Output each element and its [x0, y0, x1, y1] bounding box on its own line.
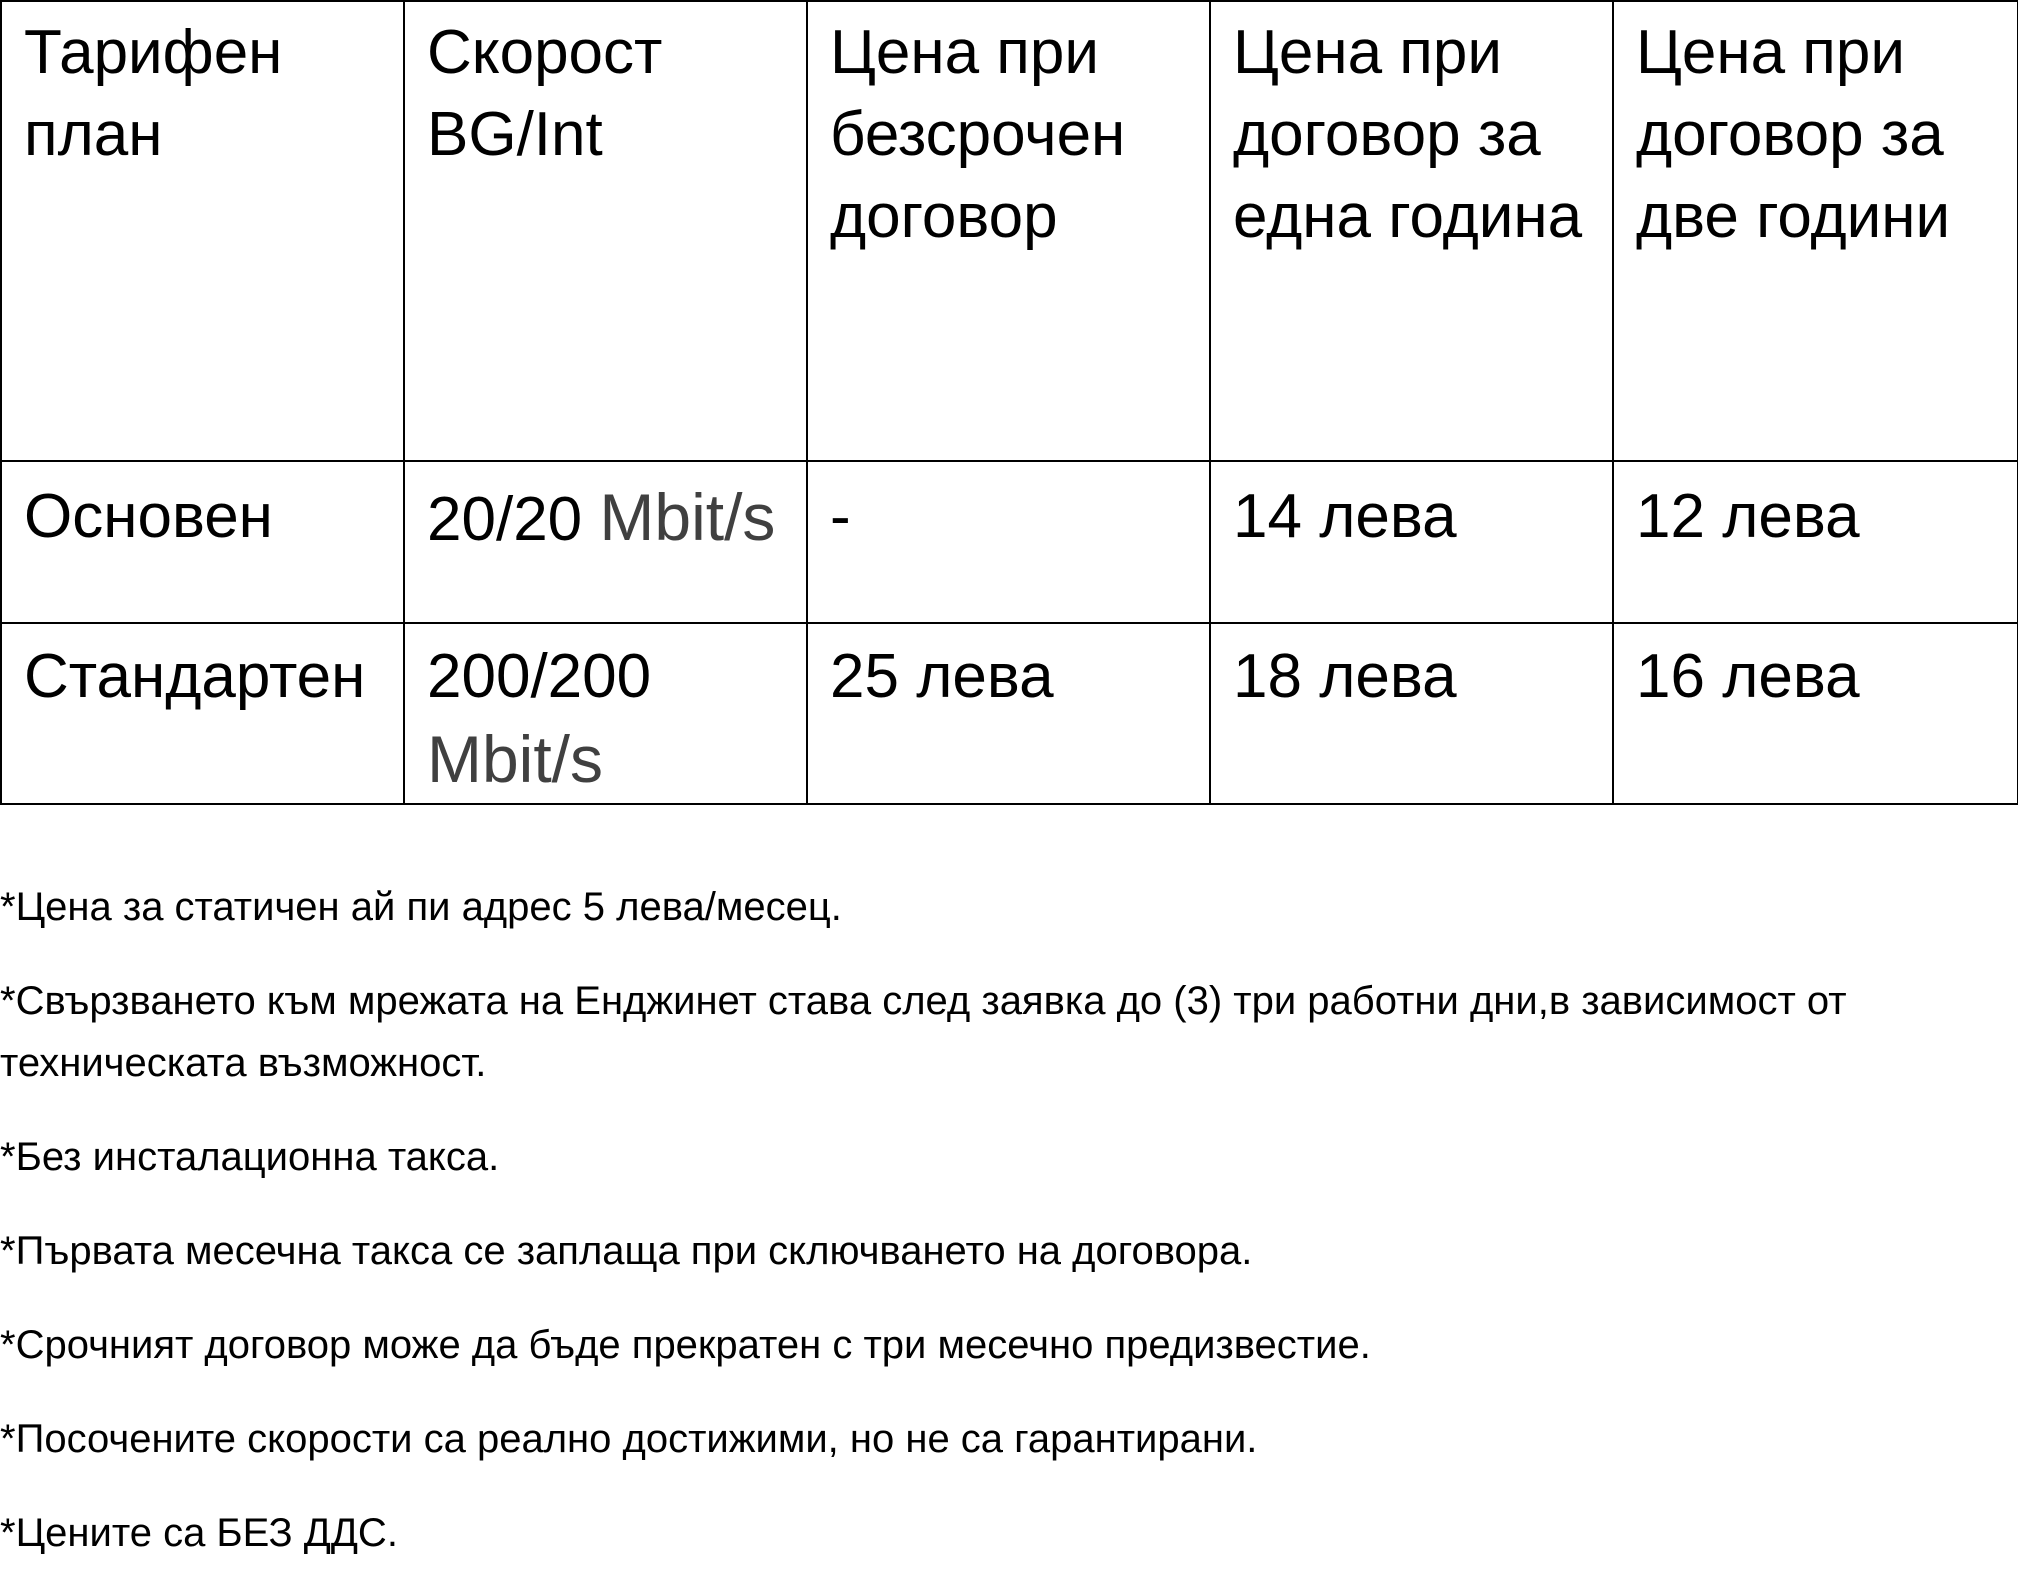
header-speed: Скорост BG/Int [404, 1, 807, 461]
price-one-year: 14 лева [1210, 461, 1613, 623]
table-header-row [1, 1, 2018, 461]
speed-unit: Mbit/s [427, 722, 604, 796]
speed-unit: Mbit/s [599, 480, 776, 554]
header-price-two-years: Цена при договор за две години [1613, 1, 2018, 461]
note-first-fee: *Първата месечна такса се заплаща при сключването на договора. [0, 1229, 1253, 1273]
price-one-year: 18 лева [1210, 623, 1613, 804]
price-two-years: 12 лева [1613, 461, 2018, 623]
note-speeds: *Посочените скорости са реално достижими, но не са гарантирани. [0, 1417, 1258, 1461]
note-installation: *Без инсталационна такса. [0, 1135, 500, 1179]
header-price-one-year: Цена при договор за една година [1210, 1, 1613, 461]
speed-cell [404, 461, 807, 623]
price-two-years: 16 лева [1613, 623, 2018, 804]
speed-cell [404, 623, 807, 804]
notes-list [0, 876, 2000, 1596]
price-unlimited: 25 лева [807, 623, 1210, 804]
speed-value: 20/20 [427, 485, 583, 554]
table-row [1, 461, 2018, 623]
header-price-unlimited: Цена при безсрочен договор [807, 1, 1210, 461]
note-connection: *Свързването към мрежата на Енджинет става след заявка до (3) три работни дни,в зависимост от техническата възможност. [0, 979, 1847, 1085]
table-row [1, 623, 2018, 804]
note-static-ip: *Цена за статичен ай пи адрес 5 лева/месец. [0, 885, 842, 929]
note-vat: *Цените са БЕЗ ДДС. [0, 1511, 398, 1555]
plan-name: Стандартен [1, 623, 404, 804]
header-plan: Тарифен план [1, 1, 404, 461]
speed-value: 200/200 [427, 642, 652, 711]
note-termination: *Срочният договор може да бъде прекратен с три месечно предизвестие. [0, 1323, 1371, 1367]
price-unlimited: - [807, 461, 1210, 623]
plan-name: Основен [1, 461, 404, 623]
